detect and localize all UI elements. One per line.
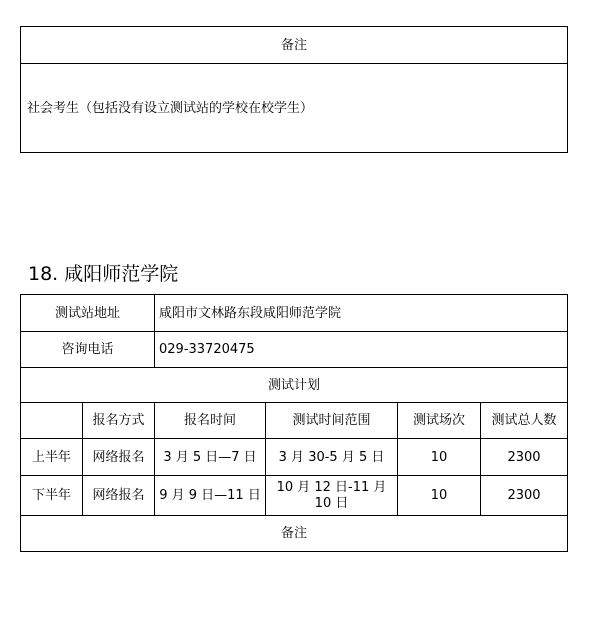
table-row [21, 439, 568, 476]
table-cell: 2300 [481, 476, 568, 516]
table-cell: 10 [398, 476, 481, 516]
column-header: 测试场次 [398, 403, 481, 439]
phone-value: 029-33720475 [155, 332, 568, 368]
table-cell: 3 月 5 日—7 日 [155, 439, 266, 476]
table-row [21, 476, 568, 516]
table-cell: 9 月 9 日—11 日 [155, 476, 266, 516]
table-cell: 3 月 30-5 月 5 日 [266, 439, 398, 476]
column-header [21, 403, 83, 439]
column-header: 报名时间 [155, 403, 266, 439]
table-cell: 上半年 [21, 439, 83, 476]
remarks-header: 备注 [21, 27, 568, 64]
plan-title: 测试计划 [21, 368, 568, 403]
column-header: 测试总人数 [481, 403, 568, 439]
table-cell: 10 [398, 439, 481, 476]
phone-label: 咨询电话 [21, 332, 155, 368]
table-cell: 网络报名 [83, 476, 155, 516]
plan-footer-remarks: 备注 [21, 516, 568, 552]
table-cell: 下半年 [21, 476, 83, 516]
table-cell: 网络报名 [83, 439, 155, 476]
remarks-note: 社会考生（包括没有设立测试站的学校在校学生） [21, 64, 568, 153]
test-station-table [20, 294, 568, 552]
address-value: 咸阳市文林路东段咸阳师范学院 [155, 295, 568, 332]
previous-section-table [20, 26, 568, 153]
section-title: 18. 咸阳师范学院 [28, 263, 179, 285]
address-label: 测试站地址 [21, 295, 155, 332]
column-header: 报名方式 [83, 403, 155, 439]
table-cell: 10 月 12 日-11 月 10 日 [266, 476, 398, 516]
table-cell: 2300 [481, 439, 568, 476]
column-header: 测试时间范围 [266, 403, 398, 439]
